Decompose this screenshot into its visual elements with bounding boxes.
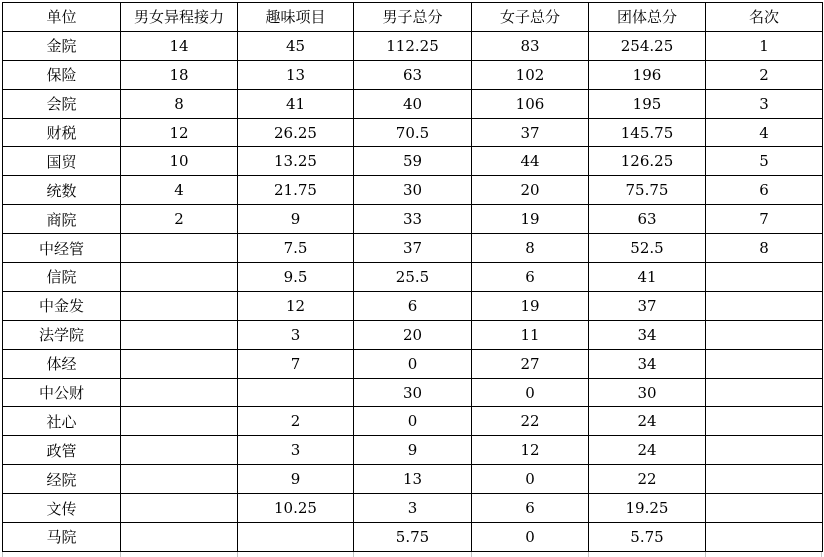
score-cell[interactable]: 14: [121, 31, 238, 60]
score-cell[interactable]: [706, 291, 823, 320]
score-cell[interactable]: [121, 378, 238, 407]
score-cell[interactable]: 59: [354, 147, 472, 176]
score-cell[interactable]: 4: [706, 118, 823, 147]
score-cell[interactable]: 8: [472, 234, 589, 263]
score-cell[interactable]: 44: [472, 147, 589, 176]
table-row: [3, 349, 823, 378]
score-cell[interactable]: 63: [354, 60, 472, 89]
score-cell[interactable]: 13.25: [238, 147, 354, 176]
column-header[interactable]: 男子总分: [354, 3, 472, 32]
score-cell[interactable]: 1: [706, 31, 823, 60]
score-cell[interactable]: 25.5: [354, 263, 472, 292]
score-cell[interactable]: 70.5: [354, 118, 472, 147]
score-cell[interactable]: 30: [354, 378, 472, 407]
score-cell[interactable]: [238, 378, 354, 407]
score-cell[interactable]: 33: [354, 205, 472, 234]
score-cell[interactable]: 6: [706, 176, 823, 205]
score-cell[interactable]: 18: [121, 60, 238, 89]
score-table: [2, 2, 823, 552]
score-cell[interactable]: 22: [472, 407, 589, 436]
score-cell[interactable]: [706, 407, 823, 436]
gridline-stub: [237, 552, 238, 557]
column-header[interactable]: 男女异程接力: [121, 3, 238, 32]
score-cell[interactable]: 0: [354, 349, 472, 378]
score-cell[interactable]: 20: [472, 176, 589, 205]
score-cell[interactable]: 13: [238, 60, 354, 89]
score-cell[interactable]: 5.75: [589, 523, 706, 552]
score-cell[interactable]: 22: [589, 465, 706, 494]
score-cell[interactable]: 63: [589, 205, 706, 234]
score-cell[interactable]: 0: [472, 378, 589, 407]
score-cell[interactable]: 37: [589, 291, 706, 320]
unit-cell[interactable]: 财税: [3, 118, 121, 147]
table-row: [3, 205, 823, 234]
unit-cell[interactable]: 政管: [3, 436, 121, 465]
gridline-stub: [353, 552, 354, 557]
unit-cell[interactable]: 文传: [3, 494, 121, 523]
score-cell[interactable]: 2: [238, 407, 354, 436]
table-row: [3, 436, 823, 465]
score-cell[interactable]: 8: [706, 234, 823, 263]
score-cell[interactable]: 0: [472, 523, 589, 552]
score-cell[interactable]: 10.25: [238, 494, 354, 523]
score-cell[interactable]: 12: [472, 436, 589, 465]
score-cell[interactable]: 8: [121, 89, 238, 118]
score-cell[interactable]: 34: [589, 349, 706, 378]
score-cell[interactable]: 3: [238, 320, 354, 349]
score-cell[interactable]: [706, 436, 823, 465]
score-cell[interactable]: 24: [589, 407, 706, 436]
score-cell[interactable]: 4: [121, 176, 238, 205]
score-cell[interactable]: 7: [238, 349, 354, 378]
score-cell[interactable]: 106: [472, 89, 589, 118]
table-row: [3, 378, 823, 407]
gridline-stub: [2, 552, 3, 557]
column-header[interactable]: 单位: [3, 3, 121, 32]
unit-cell[interactable]: 社心: [3, 407, 121, 436]
score-cell[interactable]: 9: [238, 205, 354, 234]
table-row: [3, 118, 823, 147]
score-cell[interactable]: 41: [238, 89, 354, 118]
score-cell[interactable]: [121, 263, 238, 292]
score-cell[interactable]: 6: [472, 494, 589, 523]
unit-cell[interactable]: 中经管: [3, 234, 121, 263]
column-header[interactable]: 名次: [706, 3, 823, 32]
score-cell[interactable]: 26.25: [238, 118, 354, 147]
unit-cell[interactable]: 体经: [3, 349, 121, 378]
score-cell[interactable]: 19: [472, 291, 589, 320]
unit-cell[interactable]: 国贸: [3, 147, 121, 176]
score-cell[interactable]: 20: [354, 320, 472, 349]
score-cell[interactable]: 40: [354, 89, 472, 118]
unit-cell[interactable]: 会院: [3, 89, 121, 118]
score-cell[interactable]: 24: [589, 436, 706, 465]
score-cell[interactable]: 12: [238, 291, 354, 320]
score-cell[interactable]: 9: [238, 465, 354, 494]
score-cell[interactable]: [121, 234, 238, 263]
table-row: [3, 31, 823, 60]
unit-cell[interactable]: 中公财: [3, 378, 121, 407]
score-cell[interactable]: 30: [589, 378, 706, 407]
gridline-stub: [705, 552, 706, 557]
column-header[interactable]: 女子总分: [472, 3, 589, 32]
score-cell[interactable]: [121, 436, 238, 465]
table-row: [3, 234, 823, 263]
table-row: [3, 320, 823, 349]
score-cell[interactable]: 3: [354, 494, 472, 523]
score-cell[interactable]: 7.5: [238, 234, 354, 263]
score-cell[interactable]: 3: [238, 436, 354, 465]
score-cell[interactable]: [706, 263, 823, 292]
score-cell[interactable]: 37: [472, 118, 589, 147]
table-row: [3, 407, 823, 436]
unit-cell[interactable]: 马院: [3, 523, 121, 552]
score-cell[interactable]: 21.75: [238, 176, 354, 205]
score-cell[interactable]: [121, 291, 238, 320]
table-row: [3, 494, 823, 523]
table-row: [3, 147, 823, 176]
score-cell[interactable]: 75.75: [589, 176, 706, 205]
score-cell[interactable]: [121, 465, 238, 494]
score-cell[interactable]: [706, 465, 823, 494]
score-cell[interactable]: 11: [472, 320, 589, 349]
score-cell[interactable]: 2: [121, 205, 238, 234]
gridline-stub: [120, 552, 121, 557]
unit-cell[interactable]: 金院: [3, 31, 121, 60]
score-cell[interactable]: 12: [121, 118, 238, 147]
table-row: [3, 523, 823, 552]
score-cell[interactable]: 9: [354, 436, 472, 465]
score-cell[interactable]: 3: [706, 89, 823, 118]
score-cell[interactable]: 0: [472, 465, 589, 494]
score-cell[interactable]: 112.25: [354, 31, 472, 60]
score-cell[interactable]: 195: [589, 89, 706, 118]
score-cell[interactable]: 126.25: [589, 147, 706, 176]
table-body: [3, 31, 823, 551]
score-cell[interactable]: 34: [589, 320, 706, 349]
score-cell[interactable]: 2: [706, 60, 823, 89]
score-cell[interactable]: [121, 349, 238, 378]
score-cell[interactable]: 6: [472, 263, 589, 292]
score-cell[interactable]: 6: [354, 291, 472, 320]
table-row: [3, 291, 823, 320]
score-cell[interactable]: 45: [238, 31, 354, 60]
unit-cell[interactable]: 法学院: [3, 320, 121, 349]
score-cell[interactable]: 102: [472, 60, 589, 89]
unit-cell[interactable]: 中金发: [3, 291, 121, 320]
score-cell[interactable]: 13: [354, 465, 472, 494]
score-cell[interactable]: 0: [354, 407, 472, 436]
score-cell[interactable]: 10: [121, 147, 238, 176]
score-cell[interactable]: [706, 349, 823, 378]
unit-cell[interactable]: 统数: [3, 176, 121, 205]
gridline-stub: [471, 552, 472, 557]
score-cell[interactable]: [121, 320, 238, 349]
score-cell[interactable]: [238, 523, 354, 552]
score-cell[interactable]: 27: [472, 349, 589, 378]
gridline-stub: [821, 552, 822, 557]
score-cell[interactable]: [706, 523, 823, 552]
score-cell[interactable]: 83: [472, 31, 589, 60]
table-row: [3, 60, 823, 89]
column-header[interactable]: 团体总分: [589, 3, 706, 32]
score-cell[interactable]: [706, 320, 823, 349]
column-header[interactable]: 趣味项目: [238, 3, 354, 32]
unit-cell[interactable]: 保险: [3, 60, 121, 89]
score-cell[interactable]: 7: [706, 205, 823, 234]
score-cell[interactable]: 30: [354, 176, 472, 205]
table-row: [3, 465, 823, 494]
unit-cell[interactable]: 信院: [3, 263, 121, 292]
table-row: [3, 176, 823, 205]
score-cell[interactable]: 9.5: [238, 263, 354, 292]
score-cell[interactable]: 19.25: [589, 494, 706, 523]
score-cell[interactable]: [121, 407, 238, 436]
unit-cell[interactable]: 商院: [3, 205, 121, 234]
score-cell[interactable]: 254.25: [589, 31, 706, 60]
score-cell[interactable]: 41: [589, 263, 706, 292]
score-cell[interactable]: 5: [706, 147, 823, 176]
table-row: [3, 263, 823, 292]
score-cell[interactable]: [706, 378, 823, 407]
score-cell[interactable]: 196: [589, 60, 706, 89]
score-cell[interactable]: 19: [472, 205, 589, 234]
header-row: [3, 3, 823, 32]
gridline-stub: [588, 552, 589, 557]
score-cell[interactable]: [706, 494, 823, 523]
score-cell[interactable]: 37: [354, 234, 472, 263]
score-cell[interactable]: [121, 523, 238, 552]
score-cell[interactable]: [121, 494, 238, 523]
score-cell[interactable]: 5.75: [354, 523, 472, 552]
score-cell[interactable]: 52.5: [589, 234, 706, 263]
table-row: [3, 89, 823, 118]
unit-cell[interactable]: 经院: [3, 465, 121, 494]
score-cell[interactable]: 145.75: [589, 118, 706, 147]
